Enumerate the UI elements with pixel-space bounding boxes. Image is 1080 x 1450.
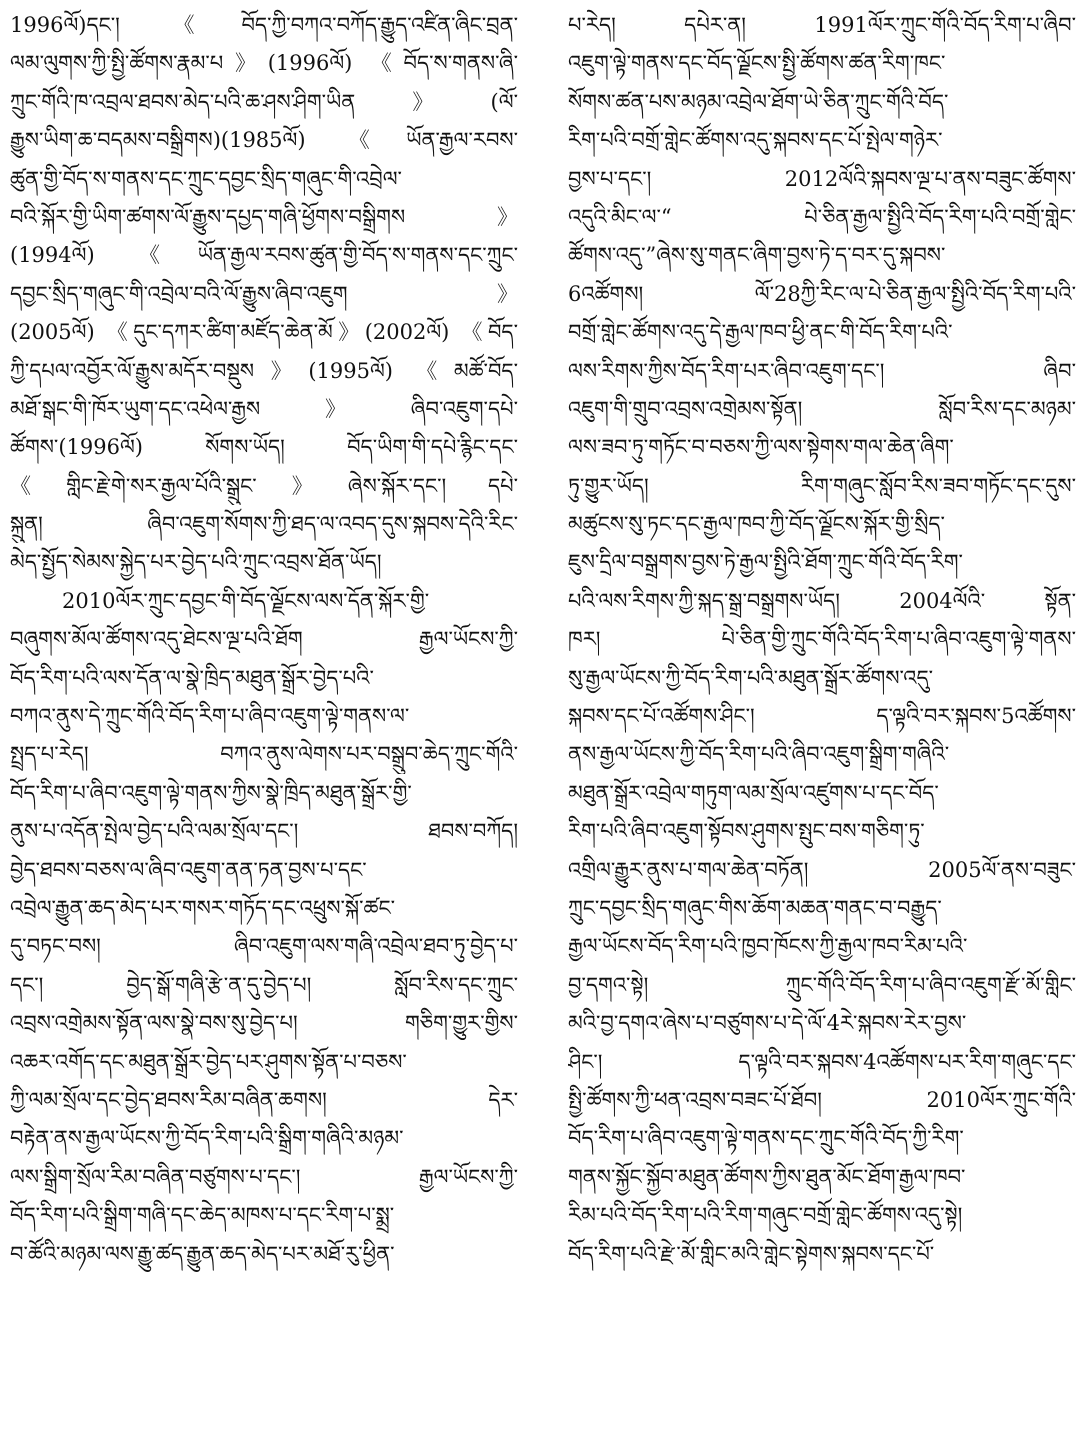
text-line: འབྲེལ་རྒྱུན་ཆད་མེད་པར་གསར་གཏོད་དང་འཕྲུས་སྐོ་ཚང་ — [10, 895, 395, 920]
text-line: བགྲོ་གླེང་ཚོགས་འདུ་དེ་རྒྱལ་ཁབ་ཕྱི་ནང་གི་བོད་རིག་པའི་ — [568, 320, 953, 345]
text-line: སྐབས་དང་པོ་འཚོགས་ཤིང་། ད་ལྟའི་བར་སྐབས་5འཚོགས་ — [568, 704, 1076, 729]
text-line: བའི་སྐོར་གྱི་ཡིག་ཚགས་ལོ་རྒྱུས་དཔྱད་གཞི་ཕྱོགས་བསྒྲིགས》 — [10, 204, 518, 229]
text-line: བྱས་པ་དང་། 2012ལོའི་སྐབས་ལྔ་པ་ནས་བཟུང་ཚོགས་ — [568, 166, 1076, 191]
text-line: དབྱང་སྲིད་གཞུང་གི་འབྲེལ་བའི་ལོ་རྒྱུས་ཞིབ་འཇུག》 — [10, 281, 518, 306]
text-line: བོད་རིག་པའི་ལས་དོན་ལ་སྣེ་ཁྲིད་མཐུན་སྒྲོར་བྱེད་པའི་ — [10, 665, 374, 690]
text-line: མཚུངས་སུ་ཏང་དང་རྒྱལ་ཁབ་ཀྱི་བོད་ལྗོངས་སྐོར་གྱི་སྲིད་ — [568, 512, 945, 537]
text-line: ཁར། པེ་ཅིན་གྱི་ཀྲུང་གོའི་བོད་རིག་པ་ཞིབ་འཇུག་ལྟེ་གནས་ — [568, 627, 1076, 652]
text-line: རྒྱལ་ཡོངས་བོད་རིག་པའི་ཁྱབ་ཁོངས་ཀྱི་རྒྱལ་ཁབ་རིམ་པའི་ — [568, 934, 968, 959]
text-line: ཚོགས་(1996ལོ) སོགས་ཡོད། བོད་ཡིག་གི་དཔེ་རྙིང་དང་ — [10, 435, 518, 460]
text-line: མཐོ་སྒང་གི་ཁོར་ཡུག་དང་འཕེལ་རྒྱས》ཞིབ་འཇུག་དཔེ་ — [10, 396, 518, 421]
text-line: བརྟེན་ནས་རྒྱལ་ཡོངས་ཀྱི་བོད་རིག་པའི་སྒྲིག་གཞིའི་མཉམ་ — [10, 1126, 404, 1151]
text-line: བོད་རིག་པ་ཞིབ་འཇུག་ལྟེ་གནས་དང་ཀྲུང་གོའི་བོད་ཀྱི་རིག་ — [568, 1126, 964, 1151]
text-line: སོགས་ཚན་པས་མཉམ་འབྲེལ་ཐོག་ཡེ་ཅིན་ཀྲུང་གོའི་བོད་ — [568, 89, 949, 114]
text-line: སུ་རྒྱལ་ཡོངས་ཀྱི་བོད་རིག་པའི་མཐུན་སྒྲོར་ཚོགས་འདུ་ — [568, 665, 934, 690]
text-line: ཇུས་དྲིལ་བསྒྲགས་བྱས་ཏེ་རྒྱལ་སྤྱིའི་ཐོག་ཀྲུང་གོའི་བོད་རིག་ — [568, 550, 963, 575]
text-line: བོད་རིག་པ་ཞིབ་འཇུག་ལྟེ་གནས་ཀྱིས་སྣེ་ཁྲིད་མཐུན་སྒྲོར་གྱི་ — [10, 780, 412, 805]
text-line: པའི་ལས་རིགས་ཀྱི་སྐད་སྒྲ་བསྒྲགས་ཡོད། 2004ལོའི་ སྟོན་ — [568, 588, 1076, 613]
text-line: རྒྱུས་ཡིག་ཆ་བདམས་བསྒྲིགས)(1985ལོ) 《ཡོན་རྒྱལ་རབས་ — [10, 128, 518, 153]
text-line: ནས་རྒྱལ་ཡོངས་ཀྱི་བོད་རིག་པའི་ཞིབ་འཇུག་སྒྲིག་གཞིའི་ — [568, 742, 950, 767]
text-line: གནས་སྐྱོང་སྐྱོབ་མཐུན་ཚོགས་ཀྱིས་ཐུན་མོང་ཐོག་རྒྱལ་ཁབ་ — [568, 1164, 966, 1189]
text-line: དང་། བྱེད་སྒོ་གཞི་རྩེ་ན་དུ་བྱེད་པ། སློབ་རིས་དང་ཀྲུང་ — [10, 972, 518, 997]
text-line: འདུའི་མིང་ལ་“ པེ་ཅིན་རྒྱལ་སྤྱིའི་བོད་རིག་པའི་བགྲོ་གླེང་ — [568, 204, 1076, 229]
text-line: ཤིང་། ད་ལྟའི་བར་སྐབས་4འཚོགས་པར་རིག་གཞུང་དང་ — [568, 1049, 1076, 1074]
text-line: ཚུན་གྱི་བོད་ས་གནས་དང་ཀྲུང་དབྱང་སྲིད་གཞུང་གི་འབྲེལ་ — [10, 166, 402, 191]
text-line: ལས་རིགས་ཀྱིས་བོད་རིག་པར་ཞིབ་འཇུག་དང་། ཞིབ་ — [568, 358, 1076, 383]
text-line: དུ་བཏང་བས། ཞིབ་འཇུག་ལས་གཞི་འབྲེལ་ཐབ་ཏུ་བྱེད་པ་ — [10, 934, 518, 959]
text-line: སྐྲུན། ཞིབ་འཇུག་སོགས་ཀྱི་ཐད་ལ་འབད་དུས་སྐབས་དེའི་རིང་ — [10, 512, 518, 537]
text-line: རིག་པའི་ཞིབ་འཇུག་སྟོབས་ཤུགས་སྤུང་བས་གཅིག་ཏུ་ — [568, 819, 925, 844]
text-line: ཀྲུང་གོའི་ཁ་འབྲལ་ཐབས་མེད་པའི་ཆ་ཤས་ཤིག་ཡིན》(ལོ་ — [10, 89, 518, 114]
text-line: བྱ་དགའ་སྟེ། ཀྲུང་གོའི་བོད་རིག་པ་ཞིབ་འཇུག་རྫོ་མོ་གླིང་ — [568, 972, 1076, 997]
text-line: མེད་སྤྱོད་སེམས་སྐྱེད་པར་བྱེད་པའི་ཀྲུང་འབྲས་ཐོན་ཡོད། — [10, 550, 382, 575]
text-line: པ་རེད། དཔེར་ན། 1991ལོར་ཀྲུང་གོའི་བོད་རིག་པ་ཞིབ་ — [568, 13, 1076, 37]
left-text-column — [10, 6, 518, 1273]
text-line: འགྲིལ་རྒྱུར་ནུས་པ་གལ་ཆེན་བཏོན། 2005ལོ་ནས་བཟུང་ — [568, 857, 1076, 882]
right-text-column — [568, 6, 1076, 1273]
text-line: འཇུག་གི་གྲུབ་འབྲས་འགྲེམས་སྟོན། སློབ་རིས་དང་མཉམ་ — [568, 396, 1076, 421]
text-line: ལས་ཟབ་ཏུ་གཏོང་བ་བཅས་ཀྱི་ལས་སྟེགས་གལ་ཆེན་ཞིག་ — [568, 435, 954, 460]
text-line: བཞུགས་མོལ་ཚོགས་འདུ་ཐེངས་ལྔ་པའི་ཐོག རྒྱལ་ཡོངས་ཀྱི་ — [10, 627, 518, 652]
text-line: རིམ་པའི་བོད་རིག་པའི་རིག་གཞུང་བགྲོ་གླེང་ཚོགས་འདུ་སྟེ། — [568, 1203, 963, 1228]
text-line: རིག་པའི་བགྲོ་གླེང་ཚོགས་འདུ་སྐབས་དང་པོ་སྤེལ་གཉེར་ — [568, 128, 943, 153]
text-line: བོད་རིག་པའི་སྒྲིག་གཞི་དང་ཆེད་མཁས་པ་དང་རིག་པ་སྨྲ་ — [10, 1203, 395, 1228]
text-line: འབྲས་འགྲེམས་སྟོན་ལས་སྣེ་བས་སུ་བྱེད་པ། གཅིག་གྱུར་གྱིས་ — [10, 1011, 518, 1036]
text-line: 《གླིང་རྗེ་གེ་སར་རྒྱལ་པོའི་སྒྲུང་》ཞེས་སྐོར་དང་། དཔེ་ — [10, 473, 518, 498]
text-line: ཀྱི་དཔལ་འབྱོར་ལོ་རྒྱུས་མདོར་བསྡུས》(1995ལོ) 《མཚོ་བོད་ — [10, 358, 518, 383]
text-line: ཏུ་གྱུར་ཡོད། རིག་གཞུང་སློབ་རིས་ཟབ་གཏོང་དང་དུས་ — [568, 473, 1076, 498]
text-line: སྤྱི་ཚོགས་ཀྱི་ཕན་འབྲས་བཟང་པོ་ཐོབ། 2010ལོར་ཀྲུང་གོའི་ — [568, 1087, 1076, 1112]
text-line: (1994ལོ) 《ཡོན་རྒྱལ་རབས་ཚུན་གྱི་བོད་ས་གནས་དང་ཀྲུང་ — [10, 243, 518, 268]
text-line: མའི་བྱ་དགའ་ཞེས་པ་བཙུགས་པ་དེ་ལོ་4རེ་སྐབས་རེར་བྱས་ — [568, 1011, 967, 1036]
text-line: ཀྱི་ལམ་སྲོལ་དང་བྱེད་ཐབས་རིམ་བཞིན་ཆགས། དེར་ — [10, 1087, 518, 1112]
text-line: 6འཚོགས། ལོ་28ཀྱི་རིང་ལ་པེ་ཅིན་རྒྱལ་སྤྱིའི་བོད་རིག་པའི་ — [568, 281, 1076, 306]
text-line: ནུས་པ་འདོན་སྤེལ་བྱེད་པའི་ལམ་སྲོལ་དང་། ཐབས་བཀོད། — [10, 819, 518, 844]
text-line: སྤྲད་པ་རེད། བཀའ་ནུས་ལེགས་པར་བསྒྲུབ་ཆེད་ཀྲུང་གོའི་ — [10, 742, 518, 767]
text-line: ཚོགས་འདུ་”ཞེས་སུ་གནང་ཞིག་བྱས་ཏེ་ད་བར་དུ་སྐབས་ — [568, 243, 946, 268]
text-line: བཀའ་ནུས་དེ་ཀྲུང་གོའི་བོད་རིག་པ་ཞིབ་འཇུག་ལྟེ་གནས་ལ་ — [10, 704, 410, 729]
text-line: འཆར་འགོད་དང་མཐུན་སྒྲོར་བྱེད་པར་ཤུགས་སྟོན་པ་བཅས་ — [10, 1049, 407, 1074]
text-line: བོད་རིག་པའི་རྫེ་མོ་གླིང་མའི་གླེང་སྟེགས་སྐབས་དང་པོ་ — [568, 1241, 935, 1266]
text-line: བ་ཚོའི་མཉམ་ལས་རྒྱུ་ཚད་རྒྱུན་ཆད་མེད་པར་མཐོ་རུ་ཕྱིན་ — [10, 1241, 395, 1266]
text-line: འཇུག་ལྟེ་གནས་དང་བོད་ལྗོངས་སྤྱི་ཚོགས་ཚན་རིག་ཁང་ — [568, 51, 946, 76]
text-line: ཀྲུང་དབྱང་སྲིད་གཞུང་གིས་ཆོག་མཆན་གནང་བ་བརྒྱུད་ — [568, 895, 942, 920]
text-line: (2005ལོ) 《དུང་དཀར་ཚིག་མཛོད་ཆེན་མོ》(2002ལོ) 《བོད་ — [10, 320, 518, 345]
text-line: ལམ་ལུགས་ཀྱི་སྤྱི་ཚོགས་རྣམ་པ》(1996ལོ) 《བོད་ས་གནས་ཞི་ — [10, 51, 518, 76]
text-line: བྱེད་ཐབས་བཅས་ལ་ཞིབ་འཇུག་ནན་ཏན་བྱས་པ་དང་ — [10, 857, 367, 882]
text-line: མཐུན་སྒྲོར་འབྲེལ་གཏུག་ལམ་སྲོལ་འཛུགས་པ་དང་བོད་ — [568, 780, 939, 805]
text-line: 2010ལོར་ཀྲུང་དབྱང་གི་བོད་ལྗོངས་ལས་དོན་སྐོར་གྱི་ — [62, 588, 430, 613]
text-line: 1996ལོ)དང་། 《བོད་ཀྱི་བཀའ་བཀོད་རྒྱུད་འཛིན་ཞིང་བྲན་ — [10, 13, 518, 37]
text-line: ལས་སྒྲིག་སྲོལ་རིམ་བཞིན་བཙུགས་པ་དང་། རྒྱལ་ཡོངས་ཀྱི་ — [10, 1164, 518, 1189]
